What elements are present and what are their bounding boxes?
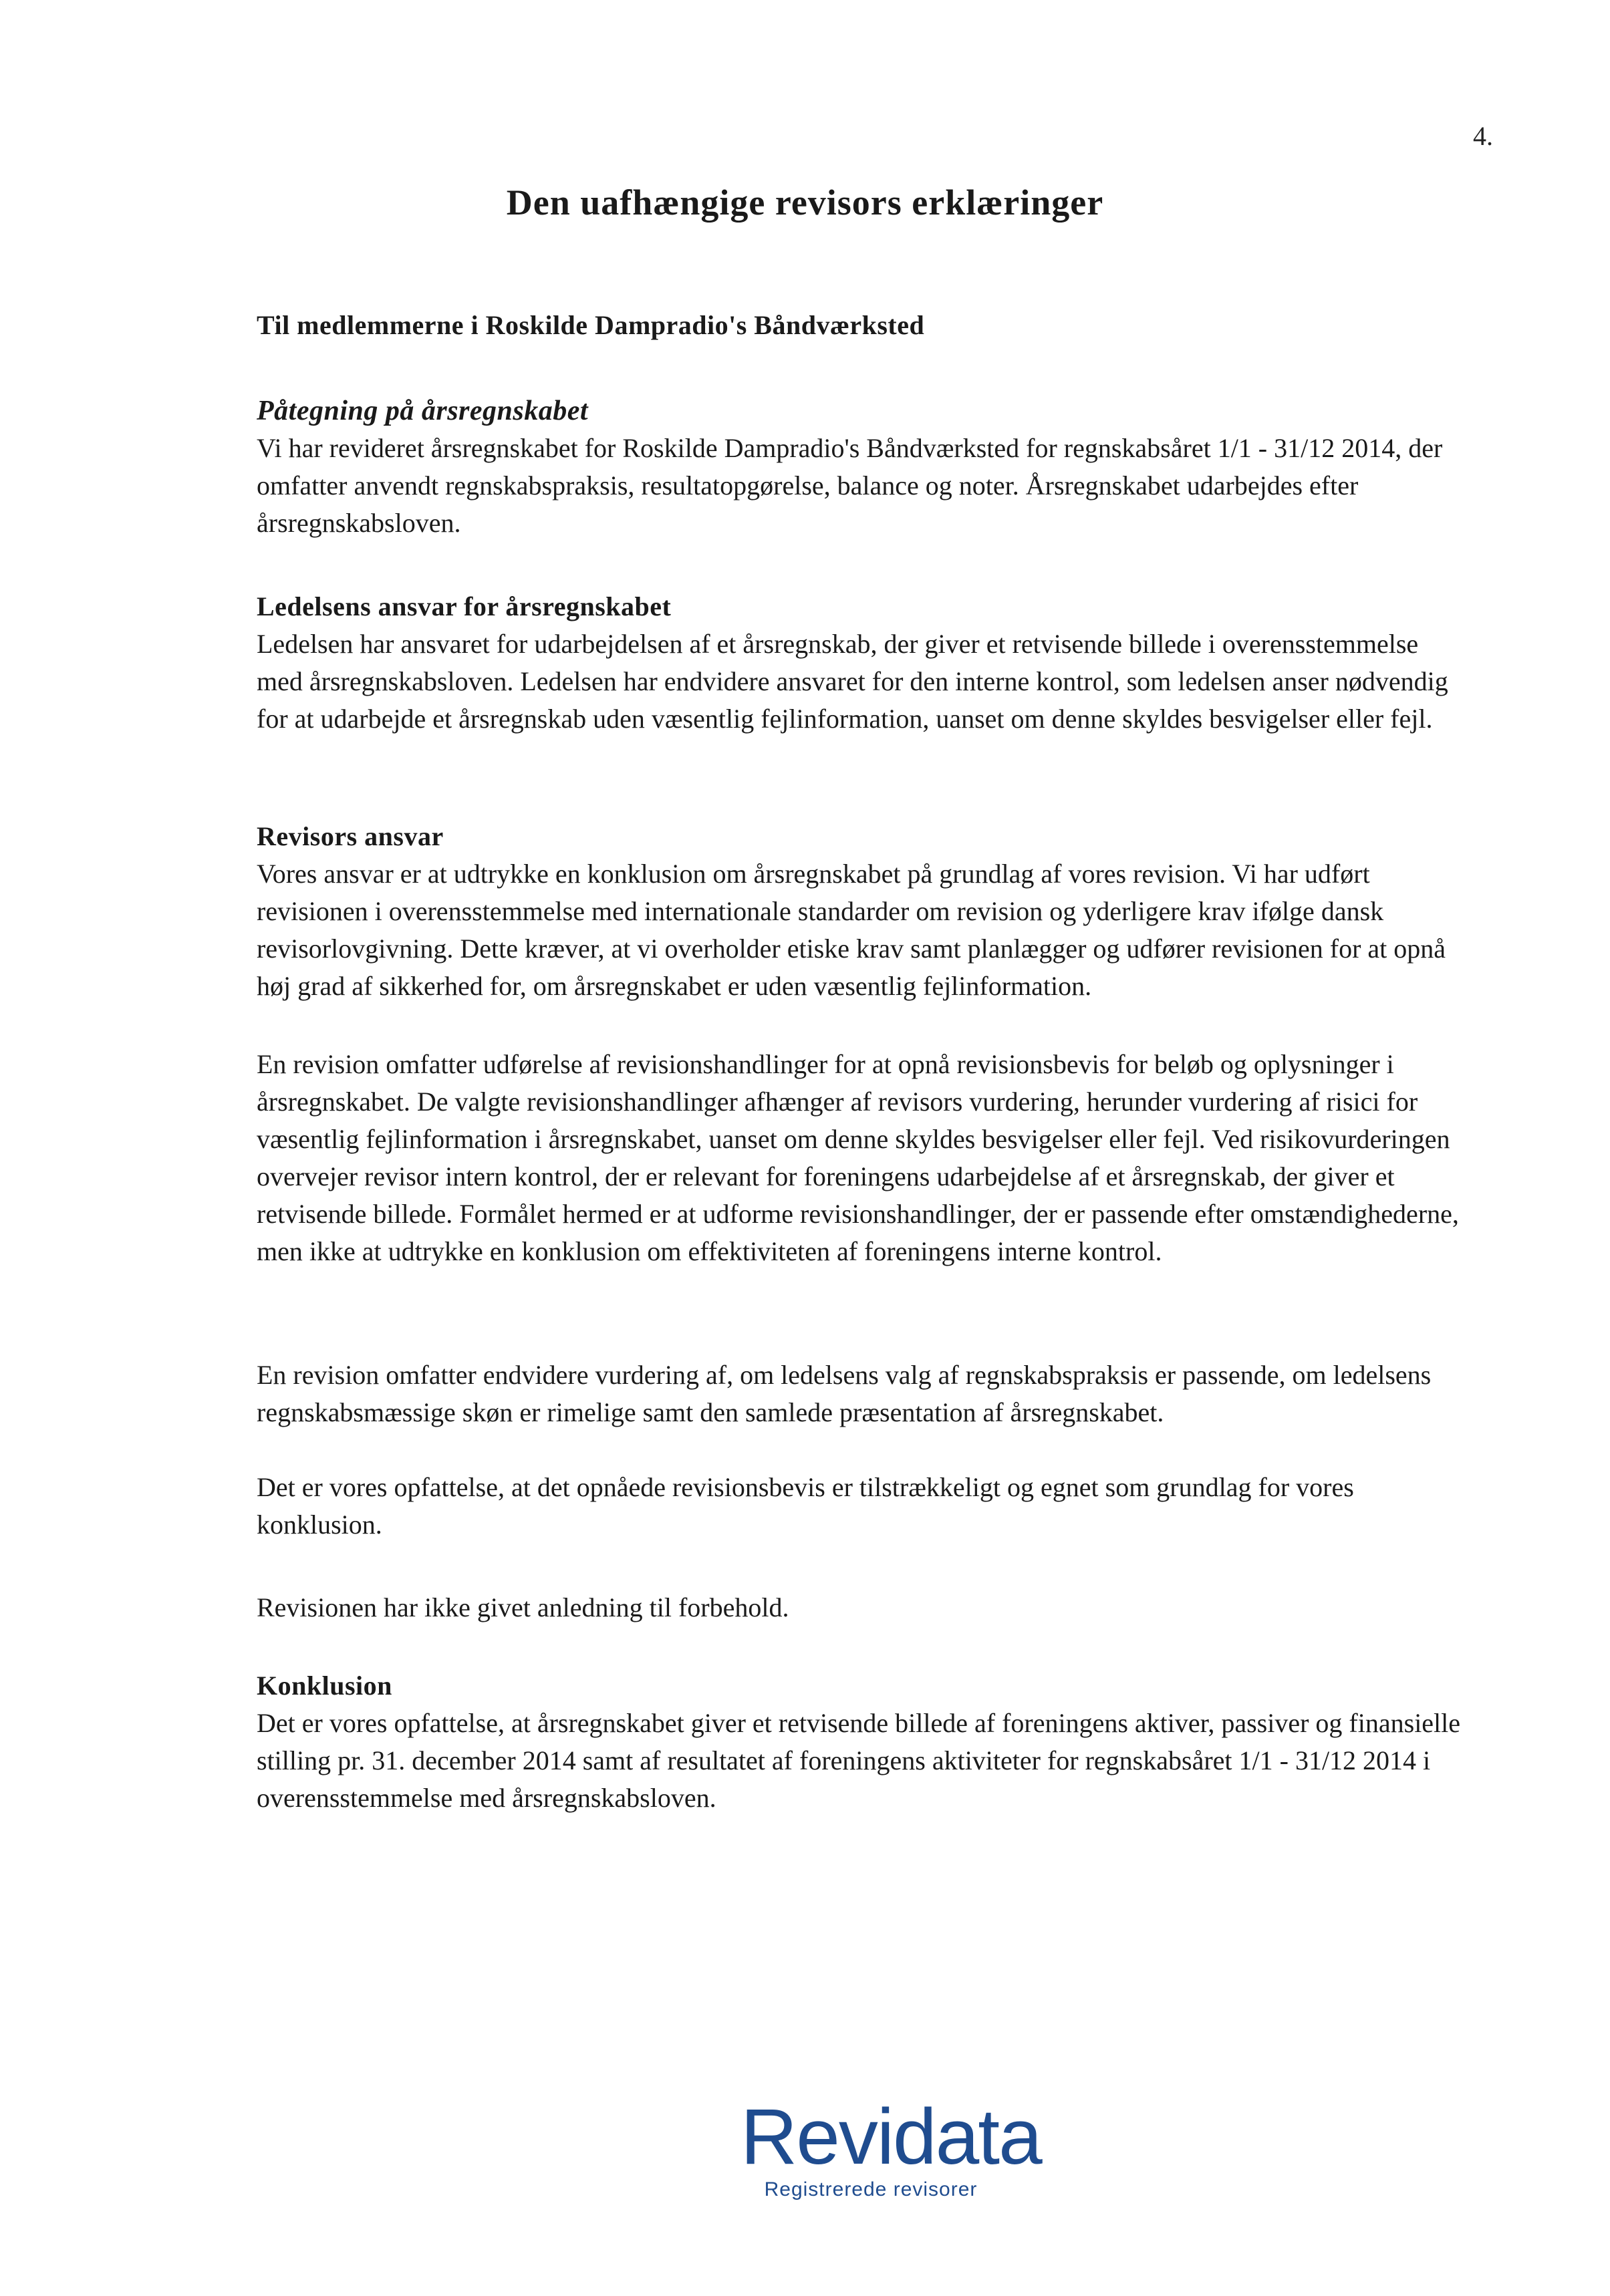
konklusion-paragraph: Det er vores opfattelse, at årsregnskabet giver et retvisende billede af foreningens aktiver, passiver og finansielle stilling pr. 31. december 2014 samt af resultatet af foreningens aktiviteter for regnskabsåret 1/1 - 31/12 2014 i overensstemmelse med årsregnskabsloven. <box>257 1708 1461 1813</box>
revisors-ansvar-paragraph-3: En revision omfatter endvidere vurdering af, om ledelsens valg af regnskabspraksis er passende, om ledelsens regnskabsmæssige skøn er rimelige samt den samlede præsentation af årsregnskabet. <box>257 1360 1432 1427</box>
paategning-paragraph: Vi har revideret årsregnskabet for Roskilde Dampradio's Båndværksted for regnskabsåret 1/1 - 31/12 2014, der omfatter anvendt regnskabspraksis, resultatopgørelse, balance og noter. Årsregnskabet udarbejdes efter årsregnskabsloven. <box>257 433 1443 538</box>
revisors-ansvar-paragraph-4: Det er vores opfattelse, at det opnåede revisionsbevis er tilstrækkeligt og egnet som grundlag for vores konklusion. <box>257 1472 1354 1540</box>
section-revisors-ansvar <box>257 818 1466 1005</box>
revisors-ansvar-paragraph-4-block <box>257 1469 1466 1544</box>
section-heading-konklusion: Konklusion <box>257 1671 392 1701</box>
logo-wordmark: Revidata <box>741 2093 1041 2181</box>
page-number: 4. <box>1473 121 1493 151</box>
section-konklusion <box>257 1667 1466 1817</box>
revisors-ansvar-paragraph-2-block <box>257 1046 1466 1270</box>
section-heading-ledelsens-ansvar: Ledelsens ansvar for årsregnskabet <box>257 591 672 621</box>
revisors-ansvar-paragraph-1: Vores ansvar er at udtrykke en konklusion om årsregnskabet på grundlag af vores revision. Vi har udført revisionen i overensstemmelse med internationale standarder om revision og yderligere krav ifølge dansk revisorlovgivning. Dette kræver, at vi overholder etiske krav samt planlægger og udfører revisionen for at opnå høj grad af sikkerhed for, om årsregnskabet er uden væsentlig fejlinformation. <box>257 859 1446 1001</box>
section-heading-revisors-ansvar: Revisors ansvar <box>257 821 444 851</box>
revidata-logo <box>741 2093 1041 2201</box>
document-title: Den uafhængige revisors erklæringer <box>506 182 1104 223</box>
revisors-ansvar-paragraph-2: En revision omfatter udførelse af revisionshandlinger for at opnå revisionsbevis for beløb og oplysninger i årsregnskabet. De valgte revisionshandlinger afhænger af revisors vurdering, herunder vurdering af risici for væsentlig fejlinformation i årsregnskabet, uanset om denne skyldes besvigelser eller fejl. Ved risikovurderingen overvejer revisor intern kontrol, der er relevant for foreningens udarbejdelse af et årsregnskab, der giver et retvisende billede. Formålet hermed er at udforme revisionshandlinger, der er passende efter omstændighederne, men ikke at udtrykke en konklusion om effektiviteten af foreningens interne kontrol. <box>257 1049 1459 1266</box>
ledelsens-ansvar-paragraph: Ledelsen har ansvaret for udarbejdelsen af et årsregnskab, der giver et retvisende billede i overensstemmelse med årsregnskabsloven. Ledelsen har endvidere ansvaret for den interne kontrol, som ledelsen anser nødvendig for at udarbejde et årsregnskab uden væsentlig fejlinformation, uanset om denne skyldes besvigelser eller fejl. <box>257 629 1448 734</box>
revisors-ansvar-paragraph-5-block <box>257 1589 1466 1626</box>
revisors-ansvar-paragraph-3-block <box>257 1356 1466 1431</box>
section-heading-paategning: Påtegning på årsregnskabet <box>257 396 589 426</box>
revisors-ansvar-paragraph-5: Revisionen har ikke givet anledning til forbehold. <box>257 1592 789 1622</box>
logo-tagline: Registrerede revisorer <box>764 2178 978 2200</box>
addressee-line: Til medlemmerne i Roskilde Dampradio's Båndværksted <box>257 310 925 340</box>
section-paategning <box>257 392 1466 542</box>
section-ledelsens-ansvar <box>257 588 1466 738</box>
